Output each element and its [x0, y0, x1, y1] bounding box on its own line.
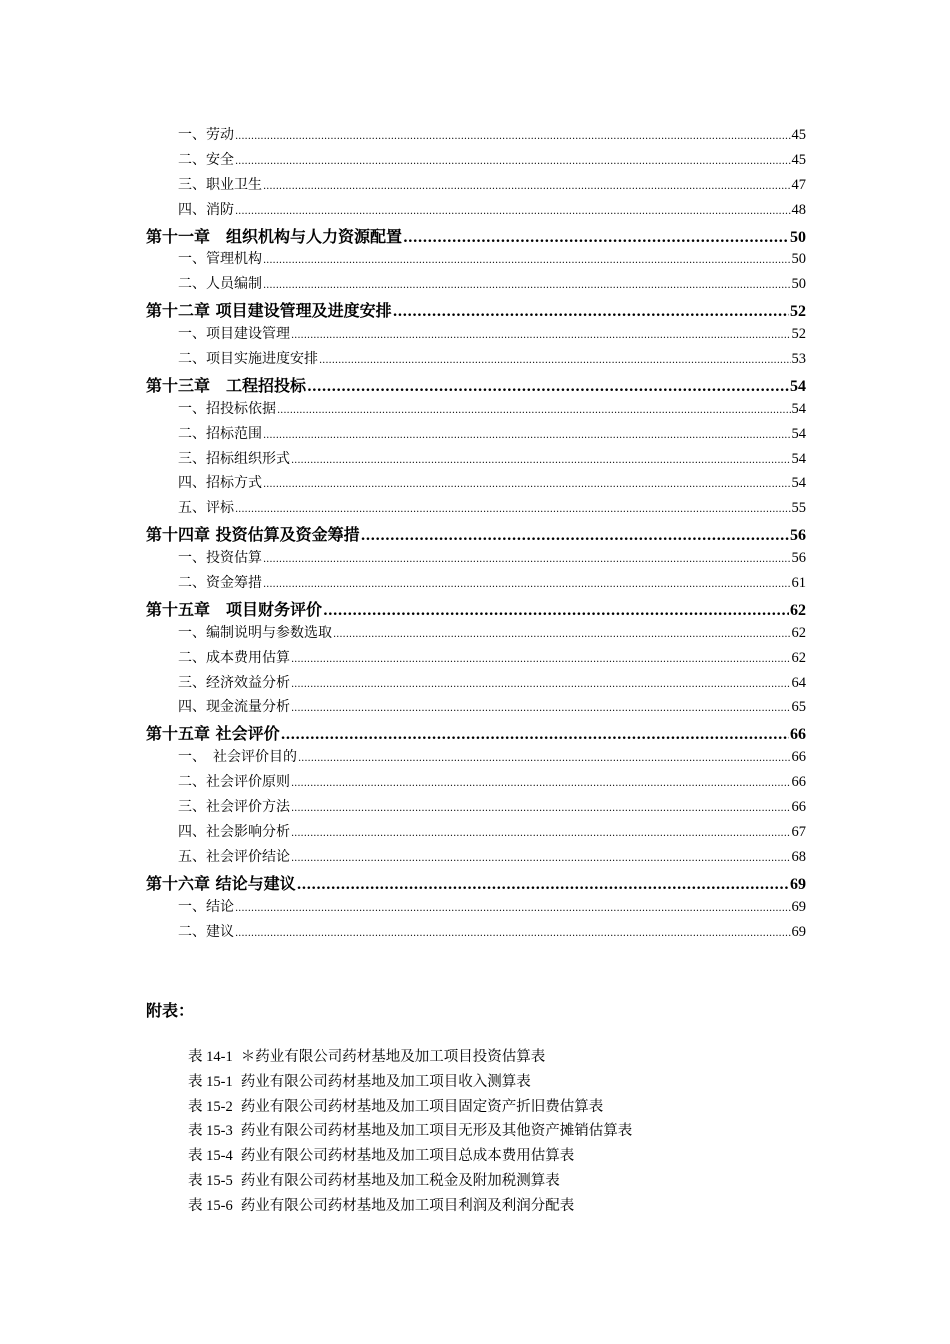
appendix-table-number: 表 15-6 — [188, 1197, 233, 1214]
appendix-table-title: 药业有限公司药材基地及加工项目固定资产折旧费估算表 — [240, 1098, 604, 1115]
toc-section-entry[interactable] — [146, 696, 806, 721]
appendix-table-number: 表 15-5 — [188, 1172, 233, 1189]
toc-page-number: 66 — [791, 749, 806, 766]
toc-section-entry[interactable] — [146, 547, 806, 572]
toc-entry-label: 一、管理机构 — [178, 251, 262, 268]
toc-entry-label: 二、招标范围 — [178, 425, 262, 442]
toc-entry-label: 第十二章 项目建设管理及进度安排 — [146, 301, 392, 321]
toc-section-entry[interactable] — [146, 572, 806, 597]
toc-entry-label: 一、招投标依据 — [178, 400, 276, 417]
toc-dot-leader — [235, 903, 791, 914]
toc-page-number: 52 — [790, 303, 806, 321]
toc-page-number: 62 — [791, 649, 806, 666]
toc-dot-leader — [263, 181, 791, 192]
toc-page-number: 69 — [790, 875, 806, 893]
toc-dot-leader — [235, 156, 791, 167]
toc-dot-leader — [235, 206, 791, 217]
toc-entry-label: 五、评标 — [178, 500, 234, 517]
toc-dot-leader — [235, 928, 791, 939]
toc-entry-label: 第十五章 社会评价 — [146, 724, 280, 744]
toc-dot-leader — [263, 430, 791, 441]
appendix-table-number: 表 15-2 — [188, 1098, 233, 1115]
toc-section-entry[interactable] — [146, 398, 806, 423]
appendix-table-title: 药业有限公司药材基地及加工项目总成本费用估算表 — [240, 1148, 575, 1165]
toc-page-number: 50 — [790, 228, 806, 246]
toc-dot-leader — [291, 803, 791, 814]
toc-entry-label: 一、投资估算 — [178, 550, 262, 567]
toc-section-entry[interactable] — [146, 672, 806, 697]
appendix-table-item — [188, 1095, 632, 1120]
toc-entry-label: 四、现金流量分析 — [178, 699, 290, 716]
toc-page-number: 48 — [791, 201, 806, 218]
toc-dot-leader — [297, 877, 789, 893]
toc-dot-leader — [291, 455, 791, 466]
toc-page-number: 54 — [791, 475, 806, 492]
toc-entry-label: 一、编制说明与参数选取 — [178, 624, 332, 641]
toc-page-number: 53 — [791, 351, 806, 368]
toc-entry-label: 第十五章 项目财务评价 — [146, 599, 323, 619]
appendix-table-list — [188, 1045, 632, 1219]
toc-dot-leader — [263, 280, 791, 291]
toc-page-number: 66 — [791, 774, 806, 791]
toc-page-number: 62 — [791, 624, 806, 641]
appendix-table-title: 药业有限公司药材基地及加工项目收入测算表 — [240, 1073, 531, 1090]
toc-entry-label: 五、社会评价结论 — [178, 848, 290, 865]
appendix-table-item — [188, 1144, 632, 1169]
toc-section-entry[interactable] — [146, 273, 806, 298]
toc-dot-leader — [281, 727, 789, 743]
toc-page-number: 61 — [791, 575, 806, 592]
toc-entry-label: 三、经济效益分析 — [178, 674, 290, 691]
toc-entry-label: 二、资金筹措 — [178, 575, 262, 592]
appendix-table-item — [188, 1169, 632, 1194]
toc-dot-leader — [291, 679, 791, 690]
toc-entry-label: 二、人员编制 — [178, 276, 262, 293]
toc-section-entry[interactable] — [146, 472, 806, 497]
appendix-table-title: 药业有限公司药材基地及加工项目利润及利润分配表 — [240, 1197, 575, 1214]
toc-page-number: 68 — [791, 848, 806, 865]
toc-section-entry[interactable] — [146, 149, 806, 174]
toc-dot-leader — [307, 379, 789, 395]
toc-dot-leader — [291, 654, 791, 665]
toc-section-entry[interactable] — [146, 174, 806, 199]
toc-entry-label: 第十四章 投资估算及资金筹措 — [146, 525, 360, 545]
toc-dot-leader — [403, 230, 789, 246]
toc-page-number: 55 — [791, 500, 806, 517]
toc-dot-leader — [277, 405, 791, 416]
toc-dot-leader — [235, 504, 791, 515]
appendix-table-number: 表 15-4 — [188, 1148, 233, 1165]
toc-entry-label: 第十三章 工程招投标 — [146, 375, 307, 395]
toc-dot-leader — [291, 703, 791, 714]
toc-chapter-entry[interactable] — [146, 721, 806, 746]
toc-entry-label: 二、项目实施进度安排 — [178, 351, 318, 368]
toc-section-entry[interactable] — [146, 647, 806, 672]
toc-section-entry[interactable] — [146, 921, 806, 946]
toc-section-entry[interactable] — [146, 497, 806, 522]
appendix-table-title: ＊药业有限公司药材基地及加工项目投资估算表 — [240, 1049, 546, 1065]
appendix-table-item — [188, 1119, 632, 1144]
toc-page-number: 54 — [791, 400, 806, 417]
toc-dot-leader — [361, 528, 789, 544]
toc-dot-leader — [298, 753, 791, 764]
toc-dot-leader — [319, 355, 791, 366]
toc-chapter-entry[interactable] — [146, 298, 806, 323]
toc-section-entry[interactable] — [146, 746, 806, 771]
toc-dot-leader — [235, 131, 791, 142]
appendix-table-title: 药业有限公司药材基地及加工税金及附加税测算表 — [240, 1172, 560, 1189]
toc-entry-label: 三、职业卫生 — [178, 176, 262, 193]
appendix-table-item — [188, 1194, 632, 1219]
toc-page-number: 56 — [790, 527, 806, 545]
toc-page-number: 45 — [791, 127, 806, 143]
toc-dot-leader — [291, 828, 791, 839]
toc-page-number: 54 — [791, 450, 806, 467]
toc-entry-label: 二、社会评价原则 — [178, 774, 290, 791]
toc-dot-leader — [393, 304, 789, 320]
toc-page-number: 45 — [791, 151, 806, 168]
toc-page-number: 50 — [791, 251, 806, 268]
toc-page-number: 66 — [791, 799, 806, 816]
toc-entry-label: 一、项目建设管理 — [178, 326, 290, 343]
toc-section-entry[interactable] — [146, 846, 806, 871]
toc-section-entry[interactable] — [146, 796, 806, 821]
toc-page-number: 54 — [790, 377, 806, 395]
toc-section-entry[interactable] — [146, 896, 806, 921]
toc-entry-label: 一、劳动 — [178, 127, 234, 143]
toc-entry-label: 第十六章 结论与建议 — [146, 873, 296, 893]
toc-section-entry[interactable] — [146, 423, 806, 448]
appendix-table-number: 表 14-1 — [188, 1049, 233, 1065]
toc-section-entry[interactable] — [146, 771, 806, 796]
toc-section-entry[interactable] — [146, 248, 806, 273]
toc-dot-leader — [263, 554, 791, 565]
toc-page-number: 50 — [791, 276, 806, 293]
toc-entry-label: 三、社会评价方法 — [178, 799, 290, 816]
toc-dot-leader — [263, 479, 791, 490]
toc-page-number: 64 — [791, 674, 806, 691]
toc-entry-label: 一、 社会评价目的 — [178, 749, 297, 766]
toc-chapter-entry[interactable] — [146, 871, 806, 896]
toc-chapter-entry[interactable] — [146, 373, 806, 398]
appendix-table-number: 表 15-1 — [188, 1073, 233, 1090]
toc-page-number: 62 — [790, 601, 806, 619]
toc-section-entry[interactable] — [146, 124, 806, 149]
toc-entry-label: 二、建议 — [178, 923, 234, 940]
table-of-contents — [146, 124, 806, 945]
toc-dot-leader — [291, 778, 791, 789]
toc-page-number: 56 — [791, 550, 806, 567]
toc-section-entry[interactable] — [146, 323, 806, 348]
toc-dot-leader — [263, 255, 791, 266]
toc-entry-label: 四、招标方式 — [178, 475, 262, 492]
toc-entry-label: 四、消防 — [178, 201, 234, 218]
toc-dot-leader — [291, 853, 791, 864]
toc-page-number: 69 — [791, 923, 806, 940]
toc-page-number: 52 — [791, 326, 806, 343]
toc-chapter-entry[interactable] — [146, 597, 806, 622]
toc-chapter-entry[interactable] — [146, 522, 806, 547]
appendix-heading: 附表： — [146, 1001, 195, 1020]
toc-entry-label: 二、成本费用估算 — [178, 649, 290, 666]
toc-page-number: 69 — [791, 898, 806, 915]
toc-section-entry[interactable] — [146, 622, 806, 647]
toc-chapter-entry[interactable] — [146, 224, 806, 249]
toc-entry-label: 四、社会影响分析 — [178, 823, 290, 840]
appendix-table-item — [188, 1070, 632, 1095]
toc-section-entry[interactable] — [146, 199, 806, 224]
toc-section-entry[interactable] — [146, 348, 806, 373]
toc-entry-label: 二、安全 — [178, 151, 234, 168]
toc-dot-leader — [323, 603, 789, 619]
appendix-table-title: 药业有限公司药材基地及加工项目无形及其他资产摊销估算表 — [240, 1123, 633, 1140]
toc-dot-leader — [291, 330, 791, 341]
toc-entry-label: 第十一章 组织机构与人力资源配置 — [146, 226, 403, 246]
appendix-table-number: 表 15-3 — [188, 1123, 233, 1140]
appendix-table-item — [188, 1045, 632, 1070]
toc-page-number: 47 — [791, 176, 806, 193]
toc-entry-label: 三、招标组织形式 — [178, 450, 290, 467]
toc-section-entry[interactable] — [146, 448, 806, 473]
toc-dot-leader — [333, 629, 791, 640]
toc-page-number: 65 — [791, 699, 806, 716]
toc-section-entry[interactable] — [146, 821, 806, 846]
toc-dot-leader — [263, 579, 791, 590]
toc-page-number: 66 — [790, 726, 806, 744]
toc-entry-label: 一、结论 — [178, 898, 234, 915]
toc-page-number: 54 — [791, 425, 806, 442]
toc-page-number: 67 — [791, 823, 806, 840]
